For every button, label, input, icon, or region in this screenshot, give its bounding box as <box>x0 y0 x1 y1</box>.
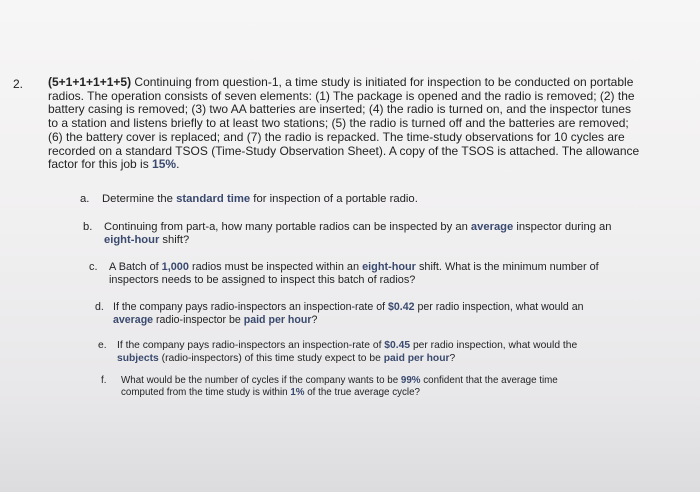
part-b-text: Continuing from part-a, how many portable radios can be inspected by an average inspector during an eight-hour shift? <box>104 221 612 246</box>
points-breakdown: (5+1+1+1+1+5) <box>48 75 132 89</box>
part-a-letter: a. <box>80 193 90 205</box>
question-line-4: to a station and listens briefly to at least two stations; (5) the radio is turned off and the batteries are removed; <box>48 116 629 131</box>
question-line-7: factor for this job is 15%. <box>48 157 180 172</box>
part-b-letter: b. <box>83 221 93 233</box>
part-f-letter: f. <box>101 375 107 386</box>
question-line-3: battery casing is removed; (3) two AA batteries are inserted; (4) the radio is turned on, and the inspector tunes <box>48 102 631 117</box>
question-line-5: (6) the battery cover is replaced; and (7) the radio is repacked. The time-study observations for 10 cycles are <box>48 129 625 144</box>
part-e-text: If the company pays radio-inspectors an inspection-rate of $0.45 per radio inspection, what would the subjects (radio-inspectors) of this time study expect to be paid per hour? <box>117 340 578 364</box>
question-statement <box>48 76 688 172</box>
part-c-letter: c. <box>89 261 98 273</box>
part-c-text: A Batch of 1,000 radios must be inspected within an eight-hour shift. What is the minimum number of inspectors needs to be assigned to inspect this batch of radios? <box>109 261 599 286</box>
question-intro: Continuing from question-1, a time study is initiated for inspection to be conducted on portable <box>131 75 634 89</box>
part-d-text: If the company pays radio-inspectors an inspection-rate of $0.42 per radio inspection, what would an average radio-inspector be paid per hour? <box>113 301 584 326</box>
question-line-1 <box>48 76 688 90</box>
standard-time-term: standard time <box>176 193 251 205</box>
question-line-2: radios. The operation consists of seven elements: (1) The package is opened and the radio is removed; (2) the <box>48 88 635 103</box>
part-a-text: Determine the standard time for inspection of a portable radio. <box>102 193 418 205</box>
allowance-factor: 15% <box>152 157 177 172</box>
part-f-text: What would be the number of cycles if the company wants to be 99% confident that the average time computed from the time study is within 1% of the true average cycle? <box>121 375 558 398</box>
part-d-letter: d. <box>95 301 104 313</box>
question-number: 2. <box>13 77 24 91</box>
part-e-letter: e. <box>98 340 107 351</box>
question-line-6: recorded on a standard TSOS (Time-Study Observation Sheet). A copy of the TSOS is attached. The allowance <box>48 143 640 158</box>
